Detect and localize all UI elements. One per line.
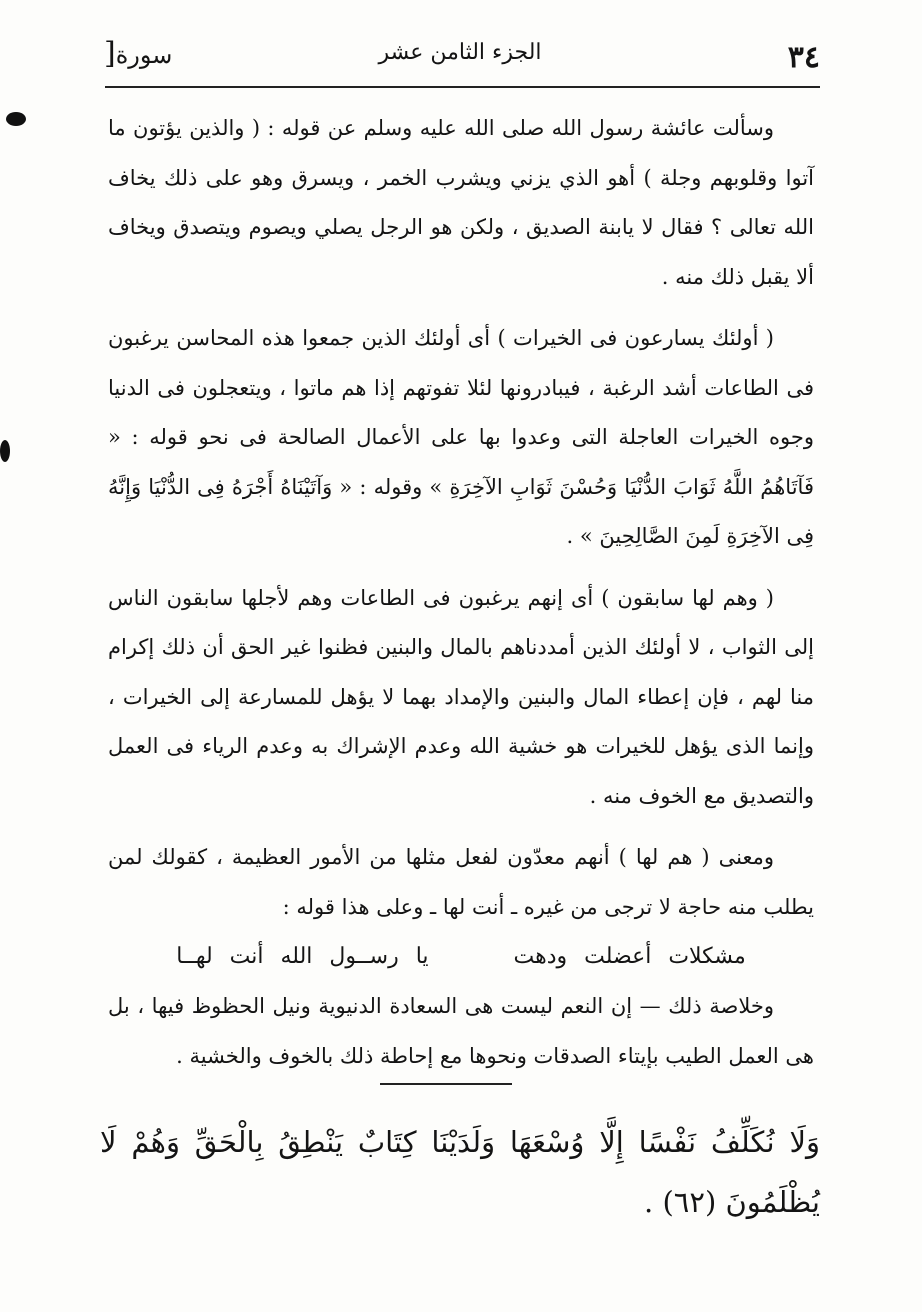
poetry-verse	[108, 932, 814, 982]
paragraph-meaning: ومعنى ( هم لها ) أنهم معدّون لفعل مثلها من الأمور العظيمة ، كقولك لمن يطلب منه حاجة لا ترجى من غيره ـ أنت لها ـ وعلى هذا قوله :	[108, 845, 814, 919]
quran-verse: وَلَا نُكَلِّفُ نَفْسًا إِلَّا وُسْعَهَا وَلَدَيْنَا كِتَابٌ يَنْطِقُ بِالْحَقِّ وَهُمْ لَا يُظْلَمُونَ (٦٢) .	[100, 1125, 820, 1219]
paragraph-aisha-hadith: وسألت عائشة رسول الله صلى الله عليه وسلم عن قوله : ( والذين يؤتون ما آتوا وقلوبهم وجلة ) أهو الذي يزني ويشرب الخمر ، ويسرق وهو على ذلك يخاف الله تعالى ؟ فقال لا يابنة الصديق ، ولكن هو الرجل يصلي ويصوم ويتصدق ويخاف ألا يقبل ذلك منه .	[108, 116, 814, 289]
verse-hemistich-first: مشكلات أعضلت ودهت	[513, 944, 746, 969]
section-divider	[380, 1083, 512, 1085]
page-header	[100, 28, 820, 88]
running-title-juz: الجزء الثامن عشر	[378, 40, 542, 65]
commentary-body	[108, 104, 814, 1081]
running-title-surah	[100, 36, 172, 71]
scan-artifact	[0, 440, 10, 462]
surah-bracket: [	[104, 36, 116, 71]
paragraph-hastening-good: ( أولئك يسارعون فى الخيرات ) أى أولئك الذين جمعوا هذه المحاسن يرغبون فى الطاعات أشد الرغبة ، فيبادرونها لئلا تفوتهم إذا هم ماتوا ، ويتعجلون فى الدنيا وجوه الخيرات العاجلة التى وعدوا بها على الأعمال الصالحة فى نحو قوله : « فَآتَاهُمُ اللَّهُ ثَوَابَ الدُّنْيَا وَحُسْنَ ثَوَابِ الآخِرَةِ » وقوله : « وَآتَيْنَاهُ أَجْرَهُ فِى الدُّنْيَا وَإِنَّهُ فِى الآخِرَةِ لَمِنَ الصَّالِحِينَ » .	[108, 326, 814, 548]
surah-label: سورة	[115, 41, 173, 69]
verse-hemistich-second: يا رســول الله أنت لهــا	[176, 944, 429, 969]
scan-artifact	[6, 112, 26, 126]
header-rule	[105, 86, 820, 88]
page-number: ٣٤	[787, 40, 820, 75]
paragraph-foremost: ( وهم لها سابقون ) أى إنهم يرغبون فى الطاعات وهم لأجلها سابقون الناس إلى الثواب ، لا أولئك الذين أمددناهم بالمال والبنين فظنوا غير الحق أن ذلك إكرام منا لهم ، فإن إعطاء المال والبنين والإمداد بهما لا يؤهل للمسارعة إلى الخيرات ، وإنما الذى يؤهل للخيرات هو خشية الله وعدم الإشراك به وعدم الرياء فى العمل والتصديق مع الخوف منه .	[108, 585, 814, 808]
paragraph-conclusion: وخلاصة ذلك — إن النعم ليست هى السعادة الدنيوية ونيل الحظوظ فيها ، بل هى العمل الطيب بإيتاء الصدقات ونحوها مع إحاطة ذلك بالخوف والخشية .	[108, 994, 814, 1068]
